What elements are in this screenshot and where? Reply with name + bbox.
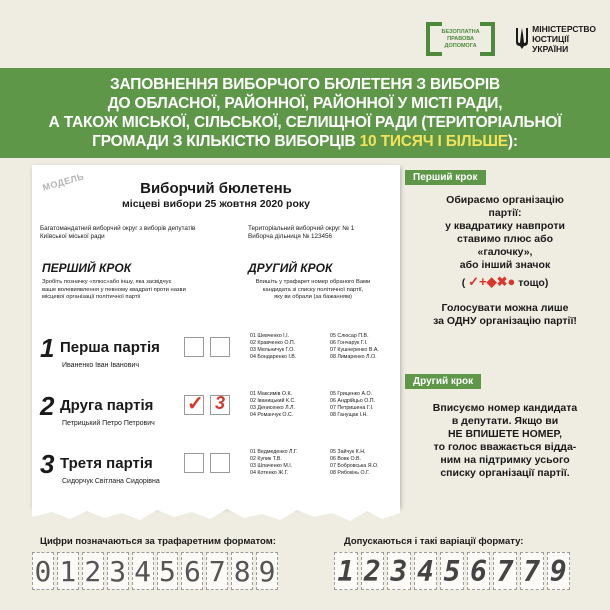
header-line-3: А ТАКОЖ МІСЬКОЇ, СІЛЬСЬКОЇ, СЕЛИЩНОЇ РАДИ (ТЕРИТОРІАЛЬНОЇ	[48, 114, 562, 131]
candidate-list-a: 01 Шевченко І.І. 02 Кравченко О.П. 03 Мельничук Г.О. 04 Бондаренко І.В.	[250, 333, 297, 360]
digit: 3	[387, 552, 411, 590]
step2-badge: Другий крок	[405, 374, 481, 389]
trident-icon	[515, 26, 529, 52]
variant-digits	[334, 552, 570, 590]
sample-ballot	[32, 165, 400, 507]
legal-aid-logo-bracket-left	[426, 22, 442, 56]
candidate-list-b: 05 Зайчук К.Н. 06 Вовк О.В. 07 Бобровська Я.О. 08 Рибокінь О.Г.	[330, 449, 379, 476]
candidate-list-a: 01 Ведмеденко Л.Г. 02 Купик Т.В. 03 Шпаченко М.І. 04 Котенко Ж.Г.	[250, 449, 298, 476]
header-banner	[0, 68, 610, 158]
district-left: Багатомандатний виборчий округ з виборів депутатів Київської міської ради	[40, 225, 196, 240]
ballot-title: Виборчий бюлетень	[140, 180, 292, 197]
party-name: Друга партія	[60, 397, 154, 414]
ministry-name: МІНІСТЕРСТВО ЮСТИЦІЇ УКРАЇНИ	[532, 24, 596, 54]
candidate-number: 3	[215, 393, 226, 413]
step1-description: Зробіть позначку «плюс»або іншу, яка засвідчує ваше волевиявлення у певному квадраті проти назви місцевої організації політичної партії	[42, 279, 186, 300]
digit: 1	[57, 552, 79, 590]
digit: 7	[206, 552, 228, 590]
stencil-format-label: Цифри позначаються за трафаретним форматом:	[40, 536, 276, 547]
party-name: Перша партія	[60, 339, 160, 356]
party-row-1	[32, 333, 400, 393]
candidate-number-box-filled[interactable]	[210, 395, 230, 415]
step1-instructions: Обираємо організацію партії: у квадратику навпроти ставимо плюс або «галочку», або інший значок ( ✓+◆✖● тощо) Голосувати можна лише за ОДНУ організацію партії!	[405, 194, 605, 328]
party-name: Третя партія	[60, 455, 153, 472]
digit: 3	[107, 552, 129, 590]
candidate-number-box[interactable]	[210, 337, 230, 357]
candidate-list-b: 05 Слюсар П.В. 06 Гончарук Г.І. 07 Кушнеренко В.А. 08 Лимаренко Л.О.	[330, 333, 379, 360]
party-row-2	[32, 391, 400, 451]
digit: 2	[82, 552, 104, 590]
header-line-1: ЗАПОВНЕННЯ ВИБОРЧОГО БЮЛЕТЕНЯ З ВИБОРІВ	[109, 76, 500, 93]
ballot-subtitle: місцеві вибори 25 жовтня 2020 року	[122, 198, 310, 210]
header-highlight: 10 ТИСЯЧ І БІЛЬШЕ	[359, 133, 508, 150]
digit: 7	[520, 552, 544, 590]
digit: 7	[493, 552, 517, 590]
step1-badge: Перший крок	[405, 170, 486, 185]
step2-instructions: Вписуємо номер кандидата в депутати. Якщо ви НЕ ВПИШЕТЕ НОМЕР, то голос вважається відда- ним на підтримку усього списку організації партії.	[432, 402, 578, 479]
logos	[426, 22, 596, 56]
party-leader: Петрицький Петро Петрович	[62, 420, 155, 427]
party-row-3	[32, 449, 400, 509]
party-number: 1	[40, 333, 55, 363]
party-number: 2	[40, 391, 55, 421]
party-checkbox[interactable]	[184, 337, 204, 357]
step2-title: ДРУГИЙ КРОК	[248, 261, 333, 275]
model-stamp: МОДЕЛЬ	[41, 171, 86, 193]
stencil-digits	[32, 552, 278, 590]
party-number: 3	[40, 449, 55, 479]
mark-symbols-icon: ✓+◆✖●	[468, 274, 516, 289]
district-right: Територіальний виборчий округ № 1 Виборча дільниця № 123456	[248, 225, 355, 240]
party-checkbox-marked[interactable]	[184, 395, 204, 415]
check-mark-icon: ✓	[187, 393, 204, 415]
torn-paper-edge	[32, 505, 400, 525]
party-checkbox[interactable]	[184, 453, 204, 473]
variant-format-label: Допускаються і такі варіації формату:	[344, 536, 524, 547]
digit: 5	[440, 552, 464, 590]
legal-aid-logo-text: БЕЗОПЛАТНА ПРАВОВА ДОПОМОГА	[441, 28, 480, 49]
header-line-4: ГРОМАДИ З КІЛЬКІСТЮ ВИБОРЦІВ 10 ТИСЯЧ І БІЛЬШЕ):	[92, 133, 518, 150]
digit: 9	[547, 552, 571, 590]
digit: 9	[256, 552, 278, 590]
step2-description: Впишіть у трафарет номер обраного Вами кандидата зі списку політичної партії, яку ви обрали (за бажанням)	[255, 279, 371, 300]
digit: 0	[32, 552, 54, 590]
digit: 4	[132, 552, 154, 590]
header-line-2: ДО ОБЛАСНОЇ, РАЙОННОЇ, РАЙОННОЇ У МІСТІ РАДИ,	[107, 95, 503, 112]
mark-examples: ( ✓+◆✖● тощо)	[461, 274, 549, 289]
party-leader: Иваненко Іван Іванович	[62, 362, 139, 369]
digit: 6	[181, 552, 203, 590]
digit: 1	[334, 552, 358, 590]
step1-title: ПЕРШИЙ КРОК	[42, 261, 132, 275]
candidate-list-b: 05 Гриценко А.О. 06 Андрійцьо О.П. 07 Петришена Г.І. 08 Ганущак І.Н.	[330, 391, 376, 418]
digit: 5	[157, 552, 179, 590]
digit: 4	[414, 552, 438, 590]
legal-aid-logo-bracket-right	[480, 22, 496, 56]
digit: 6	[467, 552, 491, 590]
digit: 2	[361, 552, 385, 590]
party-leader: Сидорчук Світлана Сидорівна	[62, 478, 160, 485]
candidate-number-box[interactable]	[210, 453, 230, 473]
digit: 8	[231, 552, 253, 590]
candidate-list-a: 01 Максимів О.К. 02 Іваницький К.С. 03 Денисенко Л.Л. 04 Романчук О.С.	[250, 391, 296, 418]
